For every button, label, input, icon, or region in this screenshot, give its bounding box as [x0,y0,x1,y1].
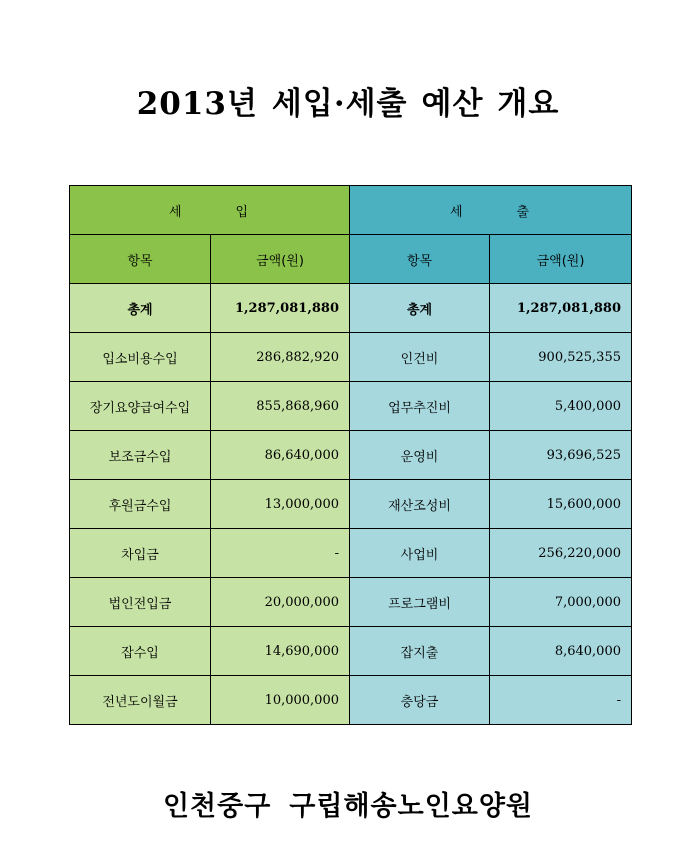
org-facility: 구립해송노인요양원 [289,791,534,822]
expense-item: 잡지출 [350,627,490,676]
expense-amount: 5,400,000 [490,382,632,431]
income-item: 총계 [70,284,211,333]
income-item: 잡수입 [70,627,211,676]
income-amount: 86,640,000 [211,431,350,480]
page-title [0,78,696,123]
table-row [70,480,632,529]
income-item: 보조금수입 [70,431,211,480]
expense-item: 인건비 [350,333,490,382]
expense-amount: 256,220,000 [490,529,632,578]
income-item: 법인전입금 [70,578,211,627]
title-main: 세입·세출 [271,86,408,122]
income-item: 장기요양급여수입 [70,382,211,431]
expense-item-header: 항목 [350,235,490,284]
table-row [70,529,632,578]
income-item: 전년도이월금 [70,676,211,725]
expense-amount: 8,640,000 [490,627,632,676]
income-item: 후원금수입 [70,480,211,529]
income-amount: 13,000,000 [211,480,350,529]
income-amount: 286,882,920 [211,333,350,382]
expense-item: 사업비 [350,529,490,578]
title-sub2: 개요 [497,86,560,122]
expense-amount: 93,696,525 [490,431,632,480]
expense-item: 프로그램비 [350,578,490,627]
budget-table [69,185,632,725]
expense-amount: 7,000,000 [490,578,632,627]
table-row [70,676,632,725]
income-amount: - [211,529,350,578]
expense-item: 업무추진비 [350,382,490,431]
income-amount: 10,000,000 [211,676,350,725]
title-sub1: 예산 [421,86,484,122]
income-amount: 855,868,960 [211,382,350,431]
title-year: 2013년 [136,86,258,122]
expense-item: 재산조성비 [350,480,490,529]
income-item: 차입금 [70,529,211,578]
income-amount-header: 금액(원) [211,235,350,284]
table-row [70,333,632,382]
income-amount: 1,287,081,880 [211,284,350,333]
expense-amount-header: 금액(원) [490,235,632,284]
table-row [70,431,632,480]
expense-item: 총계 [350,284,490,333]
expense-section-header: 세 출 [350,186,632,235]
org-district: 인천중구 [162,791,272,822]
income-item: 입소비용수입 [70,333,211,382]
expense-amount: 1,287,081,880 [490,284,632,333]
income-amount: 14,690,000 [211,627,350,676]
table-row [70,578,632,627]
section-header-row [70,186,632,235]
expense-item: 충당금 [350,676,490,725]
income-section-header: 세 입 [70,186,350,235]
expense-amount: 15,600,000 [490,480,632,529]
expense-amount: - [490,676,632,725]
table-row [70,627,632,676]
table-row-total [70,284,632,333]
expense-item: 운영비 [350,431,490,480]
income-amount: 20,000,000 [211,578,350,627]
column-header-row [70,235,632,284]
income-item-header: 항목 [70,235,211,284]
expense-amount: 900,525,355 [490,333,632,382]
table-row [70,382,632,431]
organization-name [0,784,696,823]
